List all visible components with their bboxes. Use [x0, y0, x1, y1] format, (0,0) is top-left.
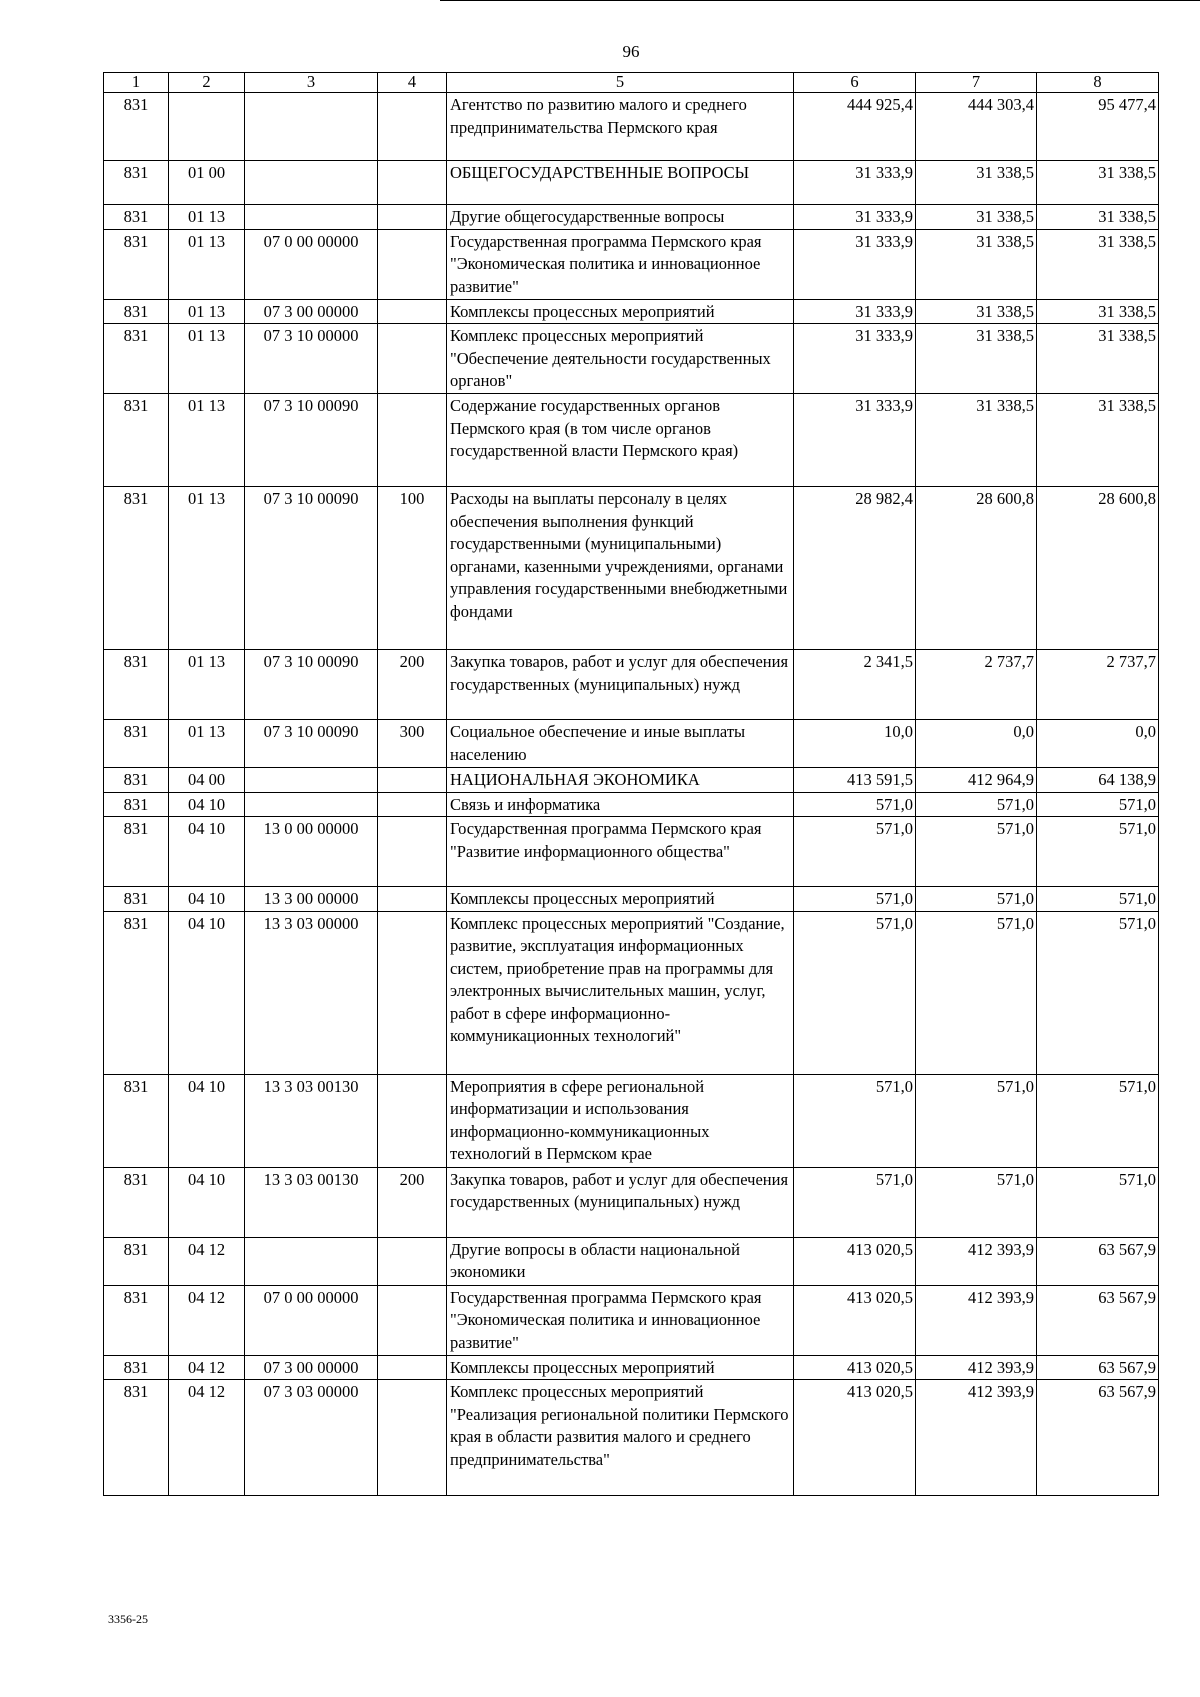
cell-amount-2026: 31 338,5: [916, 205, 1037, 230]
cell-target-article: 13 3 03 00130: [245, 1167, 378, 1237]
cell-name: Комплексы процессных мероприятий: [447, 887, 794, 912]
cell-amount-2027: 31 338,5: [1037, 161, 1159, 205]
table-row: [104, 93, 1159, 161]
cell-expense-type: [378, 93, 447, 161]
budget-table: [103, 72, 1159, 1496]
table-row: [104, 1074, 1159, 1167]
cell-section: 04 00: [169, 768, 245, 793]
cell-target-article: 07 0 00 00000: [245, 229, 378, 299]
table-row: [104, 887, 1159, 912]
cell-amount-2025: 571,0: [794, 1074, 916, 1167]
cell-name: Другие общегосударственные вопросы: [447, 205, 794, 230]
cell-amount-2025: 10,0: [794, 720, 916, 768]
cell-chapter: 831: [104, 792, 169, 817]
cell-amount-2025: 31 333,9: [794, 299, 916, 324]
cell-expense-type: [378, 205, 447, 230]
cell-amount-2025: 571,0: [794, 911, 916, 1074]
table-row: [104, 1355, 1159, 1380]
scan-edge-line: [440, 0, 1200, 1]
cell-chapter: 831: [104, 487, 169, 650]
cell-amount-2027: 571,0: [1037, 792, 1159, 817]
cell-name: НАЦИОНАЛЬНАЯ ЭКОНОМИКА: [447, 768, 794, 793]
cell-chapter: 831: [104, 817, 169, 887]
cell-amount-2025: 413 020,5: [794, 1237, 916, 1285]
cell-expense-type: [378, 887, 447, 912]
cell-amount-2026: 412 393,9: [916, 1380, 1037, 1496]
cell-expense-type: [378, 817, 447, 887]
cell-target-article: 07 3 10 00090: [245, 720, 378, 768]
cell-amount-2027: 571,0: [1037, 817, 1159, 887]
column-header: 5: [447, 73, 794, 93]
cell-section: 01 13: [169, 720, 245, 768]
cell-name: Закупка товаров, работ и услуг для обеспечения государственных (муниципальных) нужд: [447, 650, 794, 720]
document-code: 3356-25: [108, 1612, 148, 1626]
column-header: 4: [378, 73, 447, 93]
cell-expense-type: [378, 229, 447, 299]
cell-amount-2025: 2 341,5: [794, 650, 916, 720]
cell-amount-2026: 31 338,5: [916, 324, 1037, 394]
table-row: [104, 720, 1159, 768]
cell-section: 01 13: [169, 205, 245, 230]
cell-target-article: 07 3 00 00000: [245, 1355, 378, 1380]
cell-chapter: 831: [104, 1237, 169, 1285]
table-row: [104, 1285, 1159, 1355]
cell-amount-2025: 571,0: [794, 817, 916, 887]
cell-amount-2027: 31 338,5: [1037, 324, 1159, 394]
cell-amount-2027: 63 567,9: [1037, 1355, 1159, 1380]
cell-target-article: 07 3 10 00090: [245, 650, 378, 720]
cell-section: 01 13: [169, 394, 245, 487]
table-row: [104, 487, 1159, 650]
cell-target-article: 13 3 03 00130: [245, 1074, 378, 1167]
cell-chapter: 831: [104, 1355, 169, 1380]
cell-target-article: 07 3 10 00090: [245, 394, 378, 487]
cell-name: Государственная программа Пермского края "Развитие информационного общества": [447, 817, 794, 887]
cell-name: Комплексы процессных мероприятий: [447, 1355, 794, 1380]
cell-amount-2027: 31 338,5: [1037, 229, 1159, 299]
cell-expense-type: [378, 1074, 447, 1167]
cell-expense-type: [378, 1355, 447, 1380]
cell-amount-2027: 2 737,7: [1037, 650, 1159, 720]
cell-chapter: 831: [104, 394, 169, 487]
cell-expense-type: [378, 792, 447, 817]
cell-amount-2026: 31 338,5: [916, 299, 1037, 324]
cell-target-article: 07 3 03 00000: [245, 1380, 378, 1496]
page-number: 96: [622, 42, 640, 61]
cell-chapter: 831: [104, 887, 169, 912]
table-row: [104, 324, 1159, 394]
cell-amount-2026: 412 393,9: [916, 1285, 1037, 1355]
table-row: [104, 1167, 1159, 1237]
header-row: [104, 73, 1159, 93]
cell-chapter: 831: [104, 1167, 169, 1237]
column-header: 1: [104, 73, 169, 93]
cell-expense-type: [378, 161, 447, 205]
cell-name: Содержание государственных органов Пермского края (в том числе органов государственной власти Пермского края): [447, 394, 794, 487]
column-header: 6: [794, 73, 916, 93]
cell-amount-2025: 413 020,5: [794, 1355, 916, 1380]
cell-amount-2027: 31 338,5: [1037, 394, 1159, 487]
cell-target-article: 07 3 10 00090: [245, 487, 378, 650]
cell-name: ОБЩЕГОСУДАРСТВЕННЫЕ ВОПРОСЫ: [447, 161, 794, 205]
cell-name: Агентство по развитию малого и среднего предпринимательства Пермского края: [447, 93, 794, 161]
cell-amount-2025: 31 333,9: [794, 161, 916, 205]
cell-amount-2026: 412 964,9: [916, 768, 1037, 793]
cell-expense-type: 300: [378, 720, 447, 768]
cell-amount-2025: 571,0: [794, 1167, 916, 1237]
cell-section: 04 10: [169, 887, 245, 912]
cell-amount-2026: 31 338,5: [916, 161, 1037, 205]
cell-name: Другие вопросы в области национальной экономики: [447, 1237, 794, 1285]
cell-amount-2025: 413 020,5: [794, 1380, 916, 1496]
cell-amount-2025: 571,0: [794, 887, 916, 912]
cell-section: 04 10: [169, 817, 245, 887]
cell-expense-type: [378, 394, 447, 487]
cell-target-article: [245, 792, 378, 817]
table-row: [104, 650, 1159, 720]
cell-section: 04 10: [169, 1074, 245, 1167]
cell-target-article: 07 0 00 00000: [245, 1285, 378, 1355]
cell-chapter: 831: [104, 768, 169, 793]
cell-expense-type: 100: [378, 487, 447, 650]
table-row: [104, 229, 1159, 299]
cell-section: 01 13: [169, 324, 245, 394]
cell-name: Мероприятия в сфере региональной информатизации и использования информационно-коммуникационных технологий в Пермском крае: [447, 1074, 794, 1167]
cell-expense-type: 200: [378, 1167, 447, 1237]
cell-section: 01 13: [169, 299, 245, 324]
table-row: [104, 205, 1159, 230]
column-header: 3: [245, 73, 378, 93]
cell-chapter: 831: [104, 324, 169, 394]
cell-amount-2026: 31 338,5: [916, 229, 1037, 299]
cell-name: Связь и информатика: [447, 792, 794, 817]
cell-amount-2025: 571,0: [794, 792, 916, 817]
cell-amount-2027: 571,0: [1037, 1167, 1159, 1237]
cell-amount-2027: 63 567,9: [1037, 1285, 1159, 1355]
cell-chapter: 831: [104, 720, 169, 768]
cell-target-article: [245, 93, 378, 161]
table-row: [104, 1380, 1159, 1496]
cell-target-article: [245, 205, 378, 230]
cell-target-article: [245, 768, 378, 793]
cell-amount-2026: 2 737,7: [916, 650, 1037, 720]
cell-expense-type: [378, 324, 447, 394]
table-row: [104, 911, 1159, 1074]
cell-amount-2025: 444 925,4: [794, 93, 916, 161]
cell-section: 01 00: [169, 161, 245, 205]
cell-amount-2026: 444 303,4: [916, 93, 1037, 161]
cell-amount-2026: 412 393,9: [916, 1237, 1037, 1285]
cell-amount-2027: 31 338,5: [1037, 205, 1159, 230]
cell-amount-2025: 31 333,9: [794, 324, 916, 394]
table-row: [104, 817, 1159, 887]
cell-section: 04 12: [169, 1237, 245, 1285]
cell-amount-2027: 28 600,8: [1037, 487, 1159, 650]
cell-amount-2026: 31 338,5: [916, 394, 1037, 487]
cell-target-article: [245, 161, 378, 205]
cell-section: 01 13: [169, 229, 245, 299]
cell-chapter: 831: [104, 1285, 169, 1355]
cell-section: 04 10: [169, 792, 245, 817]
cell-target-article: [245, 1237, 378, 1285]
cell-amount-2027: 571,0: [1037, 911, 1159, 1074]
cell-amount-2027: 63 567,9: [1037, 1237, 1159, 1285]
cell-section: 04 12: [169, 1380, 245, 1496]
cell-expense-type: 200: [378, 650, 447, 720]
cell-amount-2027: 63 567,9: [1037, 1380, 1159, 1496]
cell-amount-2027: 31 338,5: [1037, 299, 1159, 324]
cell-name: Комплекс процессных мероприятий "Реализация региональной политики Пермского края в области развития малого и среднего предпринимательства": [447, 1380, 794, 1496]
table-row: [104, 1237, 1159, 1285]
table-body: [104, 93, 1159, 1496]
cell-section: 04 12: [169, 1285, 245, 1355]
cell-amount-2027: 64 138,9: [1037, 768, 1159, 793]
cell-chapter: 831: [104, 93, 169, 161]
cell-amount-2026: 571,0: [916, 887, 1037, 912]
cell-target-article: 13 3 00 00000: [245, 887, 378, 912]
column-header: 7: [916, 73, 1037, 93]
cell-section: 01 13: [169, 487, 245, 650]
cell-name: Расходы на выплаты персоналу в целях обеспечения выполнения функций государственными (муниципальными) органами, казенными учреждениями, органами управления государственными внебюджетными фондами: [447, 487, 794, 650]
column-header: 8: [1037, 73, 1159, 93]
cell-expense-type: [378, 911, 447, 1074]
cell-amount-2027: 95 477,4: [1037, 93, 1159, 161]
cell-chapter: 831: [104, 911, 169, 1074]
cell-amount-2027: 571,0: [1037, 887, 1159, 912]
cell-amount-2025: 413 020,5: [794, 1285, 916, 1355]
cell-target-article: 13 0 00 00000: [245, 817, 378, 887]
cell-name: Комплексы процессных мероприятий: [447, 299, 794, 324]
cell-amount-2025: 28 982,4: [794, 487, 916, 650]
cell-amount-2026: 0,0: [916, 720, 1037, 768]
cell-chapter: 831: [104, 650, 169, 720]
cell-chapter: 831: [104, 205, 169, 230]
cell-target-article: 07 3 10 00000: [245, 324, 378, 394]
table-row: [104, 394, 1159, 487]
cell-amount-2026: 571,0: [916, 911, 1037, 1074]
cell-amount-2026: 412 393,9: [916, 1355, 1037, 1380]
table-row: [104, 299, 1159, 324]
table-row: [104, 161, 1159, 205]
cell-name: Закупка товаров, работ и услуг для обеспечения государственных (муниципальных) нужд: [447, 1167, 794, 1237]
cell-amount-2025: 413 591,5: [794, 768, 916, 793]
table-row: [104, 768, 1159, 793]
cell-expense-type: [378, 299, 447, 324]
cell-name: Социальное обеспечение и иные выплаты населению: [447, 720, 794, 768]
column-header: 2: [169, 73, 245, 93]
cell-amount-2026: 571,0: [916, 1074, 1037, 1167]
cell-amount-2026: 571,0: [916, 1167, 1037, 1237]
cell-section: 04 10: [169, 911, 245, 1074]
cell-amount-2027: 0,0: [1037, 720, 1159, 768]
cell-amount-2025: 31 333,9: [794, 229, 916, 299]
cell-amount-2026: 571,0: [916, 817, 1037, 887]
cell-target-article: 07 3 00 00000: [245, 299, 378, 324]
cell-section: 01 13: [169, 650, 245, 720]
table-row: [104, 792, 1159, 817]
cell-name: Государственная программа Пермского края "Экономическая политика и инновационное развитие": [447, 1285, 794, 1355]
cell-section: 04 10: [169, 1167, 245, 1237]
cell-amount-2027: 571,0: [1037, 1074, 1159, 1167]
cell-amount-2026: 28 600,8: [916, 487, 1037, 650]
cell-expense-type: [378, 1285, 447, 1355]
cell-section: 04 12: [169, 1355, 245, 1380]
cell-name: Комплекс процессных мероприятий "Обеспечение деятельности государственных органов": [447, 324, 794, 394]
cell-section: [169, 93, 245, 161]
cell-chapter: 831: [104, 1074, 169, 1167]
cell-expense-type: [378, 1380, 447, 1496]
cell-amount-2026: 571,0: [916, 792, 1037, 817]
cell-target-article: 13 3 03 00000: [245, 911, 378, 1074]
cell-amount-2025: 31 333,9: [794, 205, 916, 230]
cell-chapter: 831: [104, 299, 169, 324]
cell-chapter: 831: [104, 229, 169, 299]
cell-expense-type: [378, 1237, 447, 1285]
cell-name: Государственная программа Пермского края "Экономическая политика и инновационное развитие": [447, 229, 794, 299]
cell-chapter: 831: [104, 161, 169, 205]
cell-chapter: 831: [104, 1380, 169, 1496]
cell-amount-2025: 31 333,9: [794, 394, 916, 487]
cell-expense-type: [378, 768, 447, 793]
cell-name: Комплекс процессных мероприятий "Создание, развитие, эксплуатация информационных систем, приобретение прав на программы для электронных вычислительных машин, услуг, работ в сфере информационно-коммуникационных технологий": [447, 911, 794, 1074]
